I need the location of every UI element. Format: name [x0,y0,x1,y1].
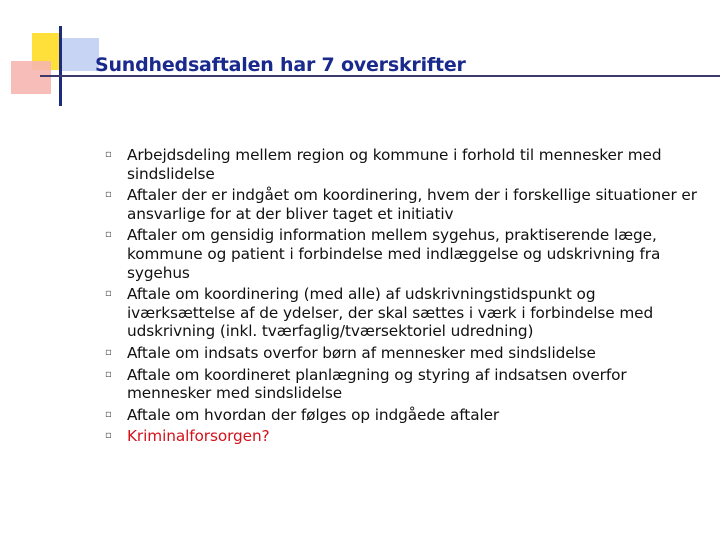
bullet-text: Aftale om koordineret planlægning og styring af indsatsen overfor mennesker med sindslidelse [127,365,627,403]
bullet-list [0,146,720,449]
bullet-item [0,406,720,425]
bullet-text: Aftaler om gensidig information mellem sygehus, praktiserende læge, kommune og patient i forbindelse med indlæggelse og udskrivning fra sygehus [127,226,661,282]
bullet-item [0,344,720,363]
decor-blue-square [59,38,99,71]
bullet-item [0,146,720,183]
slide-title: Sundhedsaftalen har 7 overskrifter [95,54,466,76]
bullet-item [0,186,720,223]
bullet-item-highlight [0,427,720,446]
bullet-item [0,226,720,282]
bullet-icon: ▫ [105,229,112,241]
bullet-text: Kriminalforsorgen? [127,427,270,446]
bullet-text: Aftaler der er indgået om koordinering, hvem der i forskellige situationer er ansvarlige for at der bliver taget et initiativ [127,186,697,223]
bullet-text: Aftale om koordinering (med alle) af udskrivningstidspunkt og iværksættelse af de ydelser, der skal sættes i værk i forbindelse med udskrivning (inkl. tværfaglig/tværsektoriel udredning) [127,285,654,341]
bullet-icon: ▫ [105,408,112,420]
bullet-icon: ▫ [105,368,112,380]
decor-pink-square [11,61,51,94]
bullet-icon: ▫ [105,430,112,442]
bullet-icon: ▫ [105,189,112,201]
bullet-icon: ▫ [105,288,112,300]
bullet-text: Aftale om indsats overfor børn af mennesker med sindslidelse [127,343,596,362]
bullet-item [0,285,720,341]
decor-vertical-line [59,26,62,106]
bullet-text: Aftale om hvordan der følges op indgåede aftaler [127,405,500,424]
bullet-item [0,366,720,403]
bullet-icon: ▫ [105,149,112,160]
bullet-text: Arbejdsdeling mellem region og kommune i forhold til mennesker med sindslidelse [127,146,662,183]
bullet-icon: ▫ [105,346,112,358]
